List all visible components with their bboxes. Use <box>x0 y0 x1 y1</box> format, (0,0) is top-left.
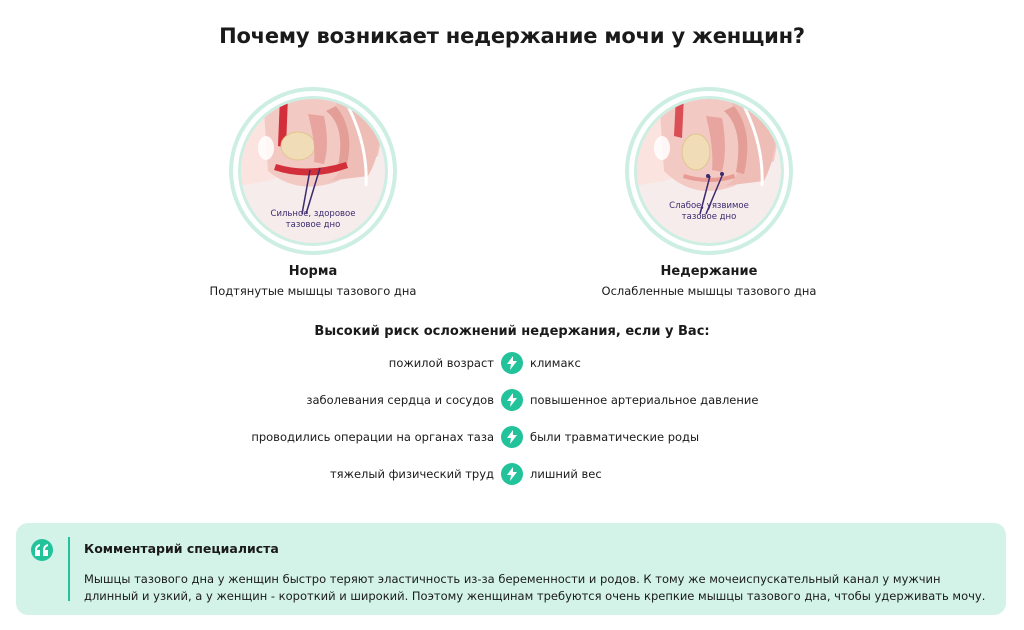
risk-item-right: были травматические роды <box>530 430 700 444</box>
risk-item-right: повышенное артериальное давление <box>530 393 759 407</box>
risk-row <box>0 349 1024 377</box>
specialist-comment <box>16 523 1006 615</box>
pelvic-floor-weak-illustration <box>624 86 794 256</box>
diagram-label-line2: тазовое дно <box>285 220 341 230</box>
lightning-icon <box>501 352 523 374</box>
quote-icon <box>31 539 53 561</box>
pelvic-floor-healthy-illustration <box>228 86 398 256</box>
comparison-card-incontinence <box>549 86 869 298</box>
risk-title: Высокий риск осложнений недержания, если у Вас: <box>314 324 710 339</box>
risk-item-left: тяжелый физический труд <box>329 467 494 481</box>
risk-list <box>0 349 1024 497</box>
risk-item-left: заболевания сердца и сосудов <box>306 393 494 407</box>
diagram-label-line1: Сильное, здоровое <box>270 209 356 219</box>
risk-item-right: лишний вес <box>530 467 602 481</box>
lightning-icon <box>501 389 523 411</box>
comment-text: Мышцы тазового дна у женщин быстро теряют эластичность из-за беременности и родов. К тому же мочеиспускательный канал у мужчин длинный и узкий, а у женщин - короткий и широкий. Поэтому женщинам требуются очень крепкие мышцы тазового дна, чтобы удерживать мочу. <box>84 572 986 603</box>
card-subtitle: Подтянутые мышцы тазового дна <box>209 284 417 298</box>
lightning-icon <box>501 426 523 448</box>
risk-row <box>0 386 1024 414</box>
card-subtitle: Ослабленные мышцы тазового дна <box>601 284 817 298</box>
lightning-icon <box>501 463 523 485</box>
card-title: Норма <box>288 264 338 279</box>
risk-item-left: проводились операции на органах таза <box>251 430 494 444</box>
card-title: Недержание <box>660 264 758 279</box>
page-title: Почему возникает недержание мочи у женщин? <box>219 24 805 48</box>
comment-title: Комментарий специалиста <box>84 541 279 556</box>
diagram-label-line1: Слабое, уязвимое <box>669 201 749 211</box>
comparison-card-normal <box>153 86 473 298</box>
diagram-label-line2: тазовое дно <box>681 212 737 222</box>
risk-row <box>0 460 1024 488</box>
risk-item-right: климакс <box>530 356 581 370</box>
comment-divider <box>68 537 70 601</box>
risk-item-left: пожилой возраст <box>388 356 494 370</box>
risk-row <box>0 423 1024 451</box>
